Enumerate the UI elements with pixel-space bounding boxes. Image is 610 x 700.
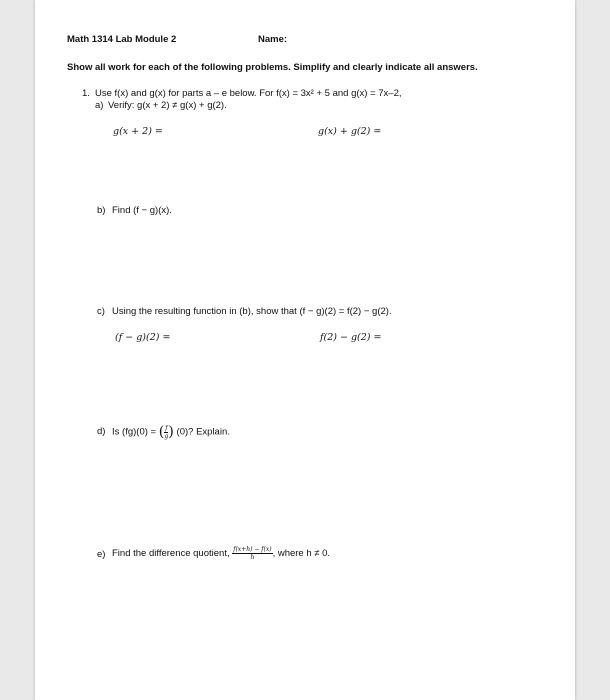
part-e-text-start: Find the difference quotient, xyxy=(112,548,230,559)
part-d-text-start: Is (fg)(0) = xyxy=(112,426,157,438)
worksheet-page xyxy=(35,0,575,700)
part-e-label: e) xyxy=(97,549,106,560)
part-e-frac-den: h xyxy=(250,553,255,561)
right-paren: ) xyxy=(168,424,174,440)
part-b-label: b) xyxy=(97,205,106,216)
part-c-text: Using the resulting function in (b), show that (f − g)(2) = f(2) − g(2). xyxy=(112,306,392,317)
part-d-frac-num: f xyxy=(165,424,168,432)
part-d-frac-den: g xyxy=(164,432,169,440)
part-b-text: Find (f − g)(x). xyxy=(112,205,172,216)
part-c-label: c) xyxy=(97,306,105,317)
problem-intro: Use f(x) and g(x) for parts a – e below. For f(x) = 3x² + 5 and g(x) = 7x–2, xyxy=(95,88,402,99)
part-a-right-expression: g(x) + g(2) = xyxy=(318,126,382,137)
part-d-label: d) xyxy=(97,426,106,437)
part-e-question xyxy=(112,543,330,565)
part-c-left-expression: (f − g)(2) = xyxy=(115,332,171,343)
name-label: Name: xyxy=(258,34,288,45)
difference-quotient-fraction xyxy=(232,546,272,561)
part-e-text-end: , where h ≠ 0. xyxy=(272,548,331,559)
course-title: Math 1314 Lab Module 2 xyxy=(67,34,177,45)
part-e-frac-num: f(x+h) − f(x) xyxy=(233,545,272,553)
part-d-text-end: (0)? Explain. xyxy=(176,426,230,438)
left-paren: ( xyxy=(158,424,165,440)
problem-number: 1. xyxy=(82,88,90,99)
part-a-label: a) xyxy=(95,100,104,111)
part-a-left-expression: g(x + 2) = xyxy=(113,126,163,137)
part-a-text: Verify: g(x + 2) ≠ g(x) + g(2). xyxy=(108,100,227,111)
part-d-question xyxy=(112,421,230,444)
part-c-right-expression: f(2) − g(2) = xyxy=(320,332,382,343)
instructions: Show all work for each of the following problems. Simplify and clearly indicate all answers. xyxy=(67,62,478,73)
